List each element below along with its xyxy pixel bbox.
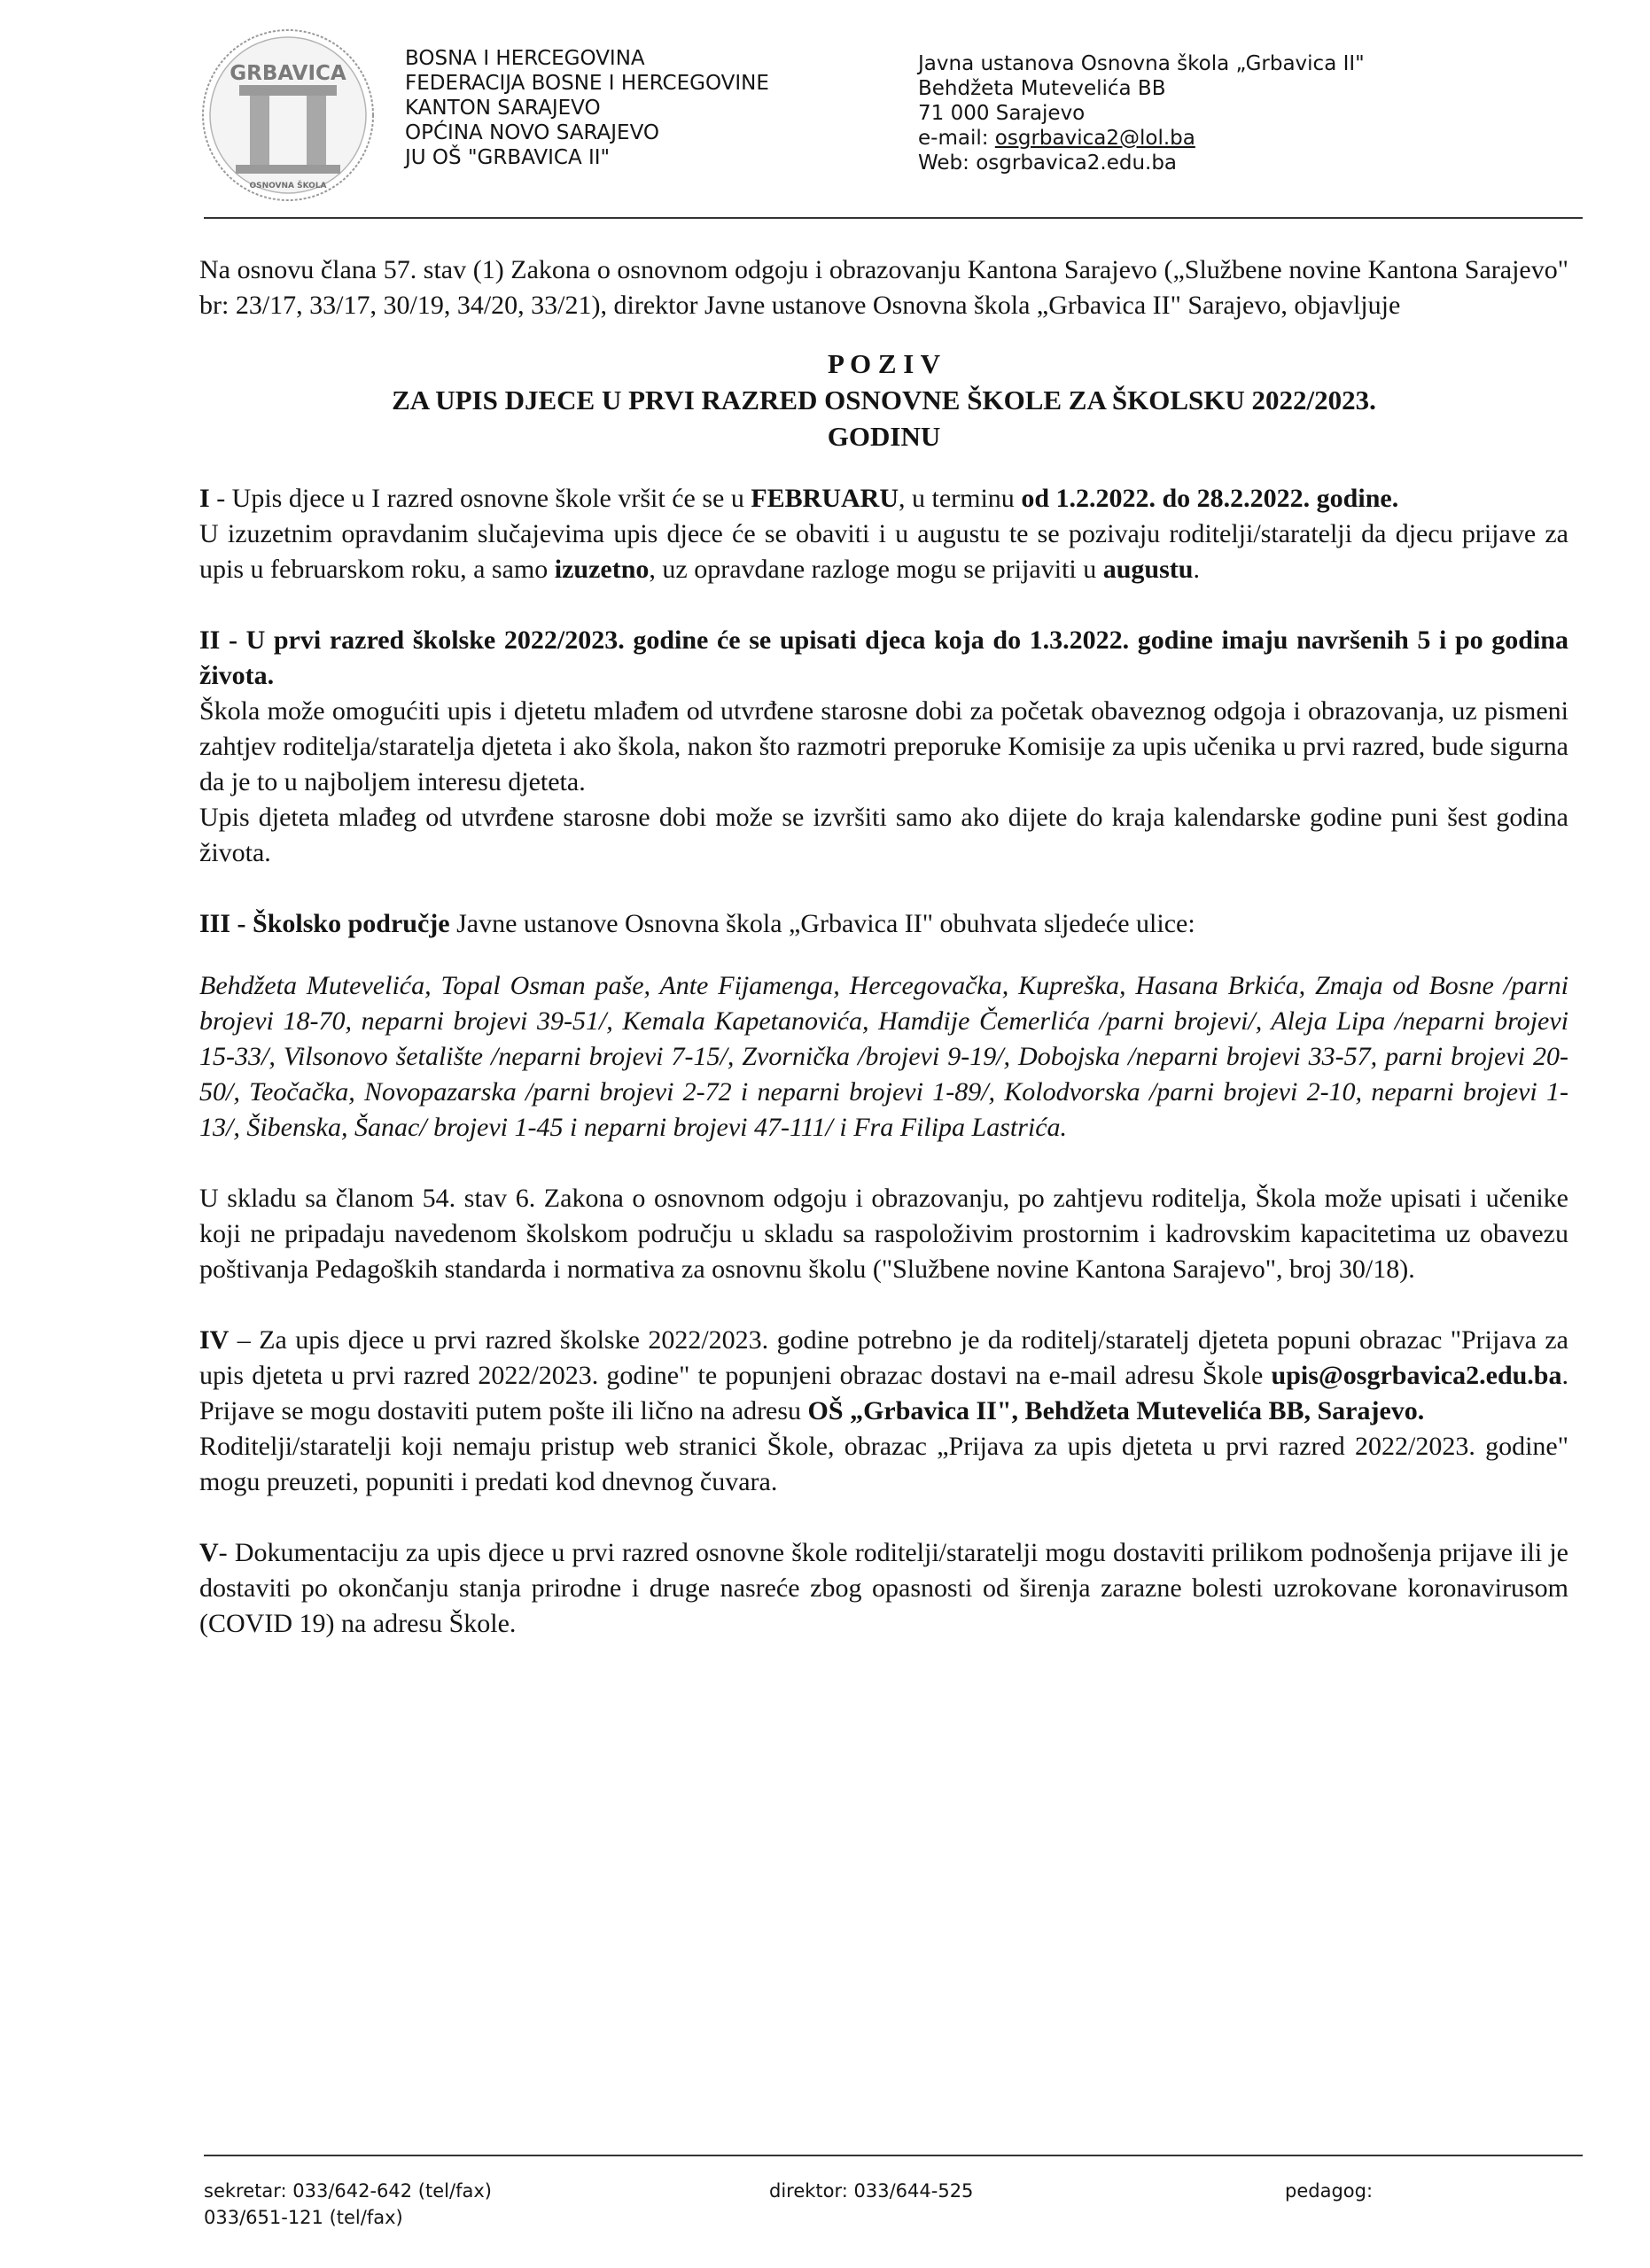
spacer — [199, 323, 1568, 346]
header-right-block — [918, 51, 1365, 175]
exception-text2: , uz opravdane razloge mogu se prijaviti u — [649, 555, 1103, 584]
exception-bold: izuzetno — [554, 555, 650, 584]
section-4-paragraph-2: Roditelji/staratelji koji nemaju pristup web stranici Škole, obrazac „Prijava za upis djeteta u prvi razred 2022/2023. godine" mogu preuzeti, popuniti i predati kod dnevnog čuvara. — [199, 1432, 1568, 1496]
section-5-paragraph — [199, 1535, 1568, 1642]
section-3-text: Javne ustanove Osnovna škola „Grbavica II" obuhvata sljedeće ulice: — [449, 909, 1195, 938]
exception-text: U izuzetnim opravdanim slučajevima upis djece će se obaviti i u augustu te se pozivaju roditelji/staratelji da djecu prijave za upis u februarskom roku, a samo — [199, 519, 1568, 584]
header-school-short: JU OŠ "GRBAVICA II" — [405, 146, 611, 169]
header-institution: Javna ustanova Osnovna škola „Grbavica II" — [918, 52, 1365, 75]
section-1-paragraph — [199, 481, 1568, 517]
header-country: BOSNA I HERCEGOVINA — [405, 47, 645, 70]
section-1-numeral: I — [199, 484, 210, 513]
document-body — [199, 252, 1568, 1642]
header-federation: FEDERACIJA BOSNE I HERCEGOVINE — [405, 72, 769, 95]
section-1-dates: od 1.2.2022. do 28.2.2022. godine. — [1021, 484, 1399, 513]
logo-subtext: OSNOVNA ŠKOLA — [249, 182, 327, 190]
section-4-paragraph — [199, 1323, 1568, 1429]
street-list: Behdžeta Mutevelića, Topal Osman paše, Ante Fijamenga, Hercegovačka, Kupreška, Hasana Brkića, Zmaja od Bosne /parni brojevi 18-70, neparni brojevi 39-51/, Kemala Kapetanovića, Hamdije Čemerlića /parni brojevi/, Aleja Lipa /neparni brojevi 15-33/, Vilsonovo šetalište /neparni brojevi 7-15/, Zvornička /brojevi 9-19/, Dobojska /neparni brojevi 33-57, parni brojevi 20-50/, Teočačka, Novopazarska /parni brojevi 2-72 i neparni brojevi 1-89/, Kolodvorska /parni brojevi 2-10, neparni brojevi 1-13/, Šibenska, Šanac/ brojevi 1-45 i neparni brojevi 47-111/ i Fra Filipa Lastrića. — [199, 971, 1568, 1142]
enrollment-email[interactable]: upis@osgrbavica2.edu.ba — [1271, 1361, 1562, 1390]
header-left-block — [405, 46, 769, 170]
spacer — [199, 1500, 1568, 1535]
section-3-paragraph: U skladu sa članom 54. stav 6. Zakona o osnovnom odgoju i obrazovanju, po zahtjevu roditelja, Škola može upisati i učenike koji ne pripadaju navedenom školskom području u skladu sa raspoloživim prostornim i kadrovskim kapacitetima uz obavezu poštivanja Pedagoških standarda i normativa za osnovnu školu ("Službene novine Kantona Sarajevo", broj 30/18). — [199, 1184, 1568, 1284]
header-email-line — [918, 126, 1365, 151]
title-godinu: GODINU — [827, 421, 941, 452]
header-street: Behdžeta Mutevelića BB — [918, 77, 1166, 100]
section-1-text2: , u terminu — [899, 484, 1022, 513]
section-4-numeral: IV — [199, 1325, 230, 1355]
section-2-bold — [199, 623, 1568, 694]
section-1-month: FEBRUARU — [751, 484, 899, 513]
section-1-exception — [199, 517, 1568, 587]
section-5-text: - Dokumentaciju za upis djece u prvi razred osnovne škole roditelji/staratelji mogu dostaviti prilikom podnošenja prijave ili je dostaviti po okončanju stanja prirodne i druge nasreće zbog opasnosti od širenja zarazne bolesti uzrokovane koronavirusom (COVID 19) na adresu Škole. — [199, 1538, 1568, 1638]
logo-text: GRBAVICA — [230, 62, 346, 85]
footer-divider — [204, 2155, 1583, 2156]
exception-august: augustu — [1102, 555, 1194, 584]
section-1-text: - Upis djece u I razred osnovne škole vršit će se u — [209, 484, 751, 513]
school-address: OŠ „Grbavica II", Behdžeta Mutevelića BB, Sarajevo. — [807, 1396, 1425, 1425]
spacer — [199, 942, 1568, 968]
header-municipality: OPĆINA NOVO SARAJEVO — [405, 121, 660, 144]
footer-pedagogue: pedagog: — [1285, 2180, 1374, 2202]
section-2-heading: II - U prvi razred školske 2022/2023. godine će se upisati djeca koja do 1.3.2022. godine imaju navršenih 5 i po godina života. — [199, 625, 1568, 690]
title-main: ZA UPIS DJECE U PRVI RAZRED OSNOVNE ŠKOLE ZA ŠKOLSKU 2022/2023. — [392, 384, 1376, 416]
footer-secretary-phone: sekretar: 033/642-642 (tel/fax) — [204, 2180, 492, 2202]
header-city: 71 000 Sarajevo — [918, 102, 1086, 125]
spacer — [199, 871, 1568, 906]
intro-paragraph: Na osnovu člana 57. stav (1) Zakona o osnovnom odgoju i obrazovanju Kantona Sarajevo („Službene novine Kantona Sarajevo" br: 23/17, 33/17, 30/19, 34/20, 33/21), direktor Javne ustanove Osnovna škola „Grbavica II" Sarajevo, objavljuje — [199, 255, 1568, 320]
footer-secretary-phone-2: 033/651-121 (tel/fax) — [204, 2207, 403, 2228]
section-4-text: – Za upis djece u prvi razred školske 2022/2023. godine potrebno je da roditelj/staratelj djeteta popuni obrazac "Prijava za upis djeteta u prvi razred 2022/2023. godine" te popunjeni obrazac dostavi na e-mail adresu Škole — [199, 1325, 1568, 1390]
section-2-paragraph-2: Upis djeteta mlađeg od utvrđene starosne dobi može se izvršiti samo ako dijete do kraja kalendarske godine puni šest godina života. — [199, 803, 1568, 867]
header-divider — [204, 217, 1583, 219]
title-poziv: P O Z I V — [828, 348, 940, 379]
exception-end: . — [1193, 555, 1200, 584]
section-3-bold: III - Školsko područje — [199, 909, 450, 938]
spacer — [199, 454, 1568, 481]
section-3-heading — [199, 906, 1568, 942]
school-logo — [184, 27, 393, 204]
header-email-link[interactable]: osgrbavica2@lol.ba — [994, 127, 1195, 150]
spacer — [199, 587, 1568, 623]
footer-director-phone: direktor: 033/644-525 — [769, 2180, 974, 2202]
header-web: Web: osgrbavica2.edu.ba — [918, 151, 1178, 175]
spacer — [199, 1287, 1568, 1323]
header-email-label: e-mail: — [918, 127, 995, 150]
header-canton: KANTON SARAJEVO — [405, 97, 601, 120]
section-5-numeral: V — [199, 1538, 219, 1567]
spacer — [199, 1146, 1568, 1181]
section-2-paragraph: Škola može omogućiti upis i djetetu mlađem od utvrđene starosne dobi za početak obaveznog odgoja i obrazovanja, uz pismeni zahtjev roditelja/staratelja djeteta i ako škola, nakon što razmotri preporuke Komisije za upis učenika u prvi razred, bude sigurna da je to u najboljem interesu djeteta. — [199, 696, 1568, 796]
section-4-text2: . Prijave se mogu dostaviti putem pošte ili lično na adresu — [199, 1361, 1568, 1425]
